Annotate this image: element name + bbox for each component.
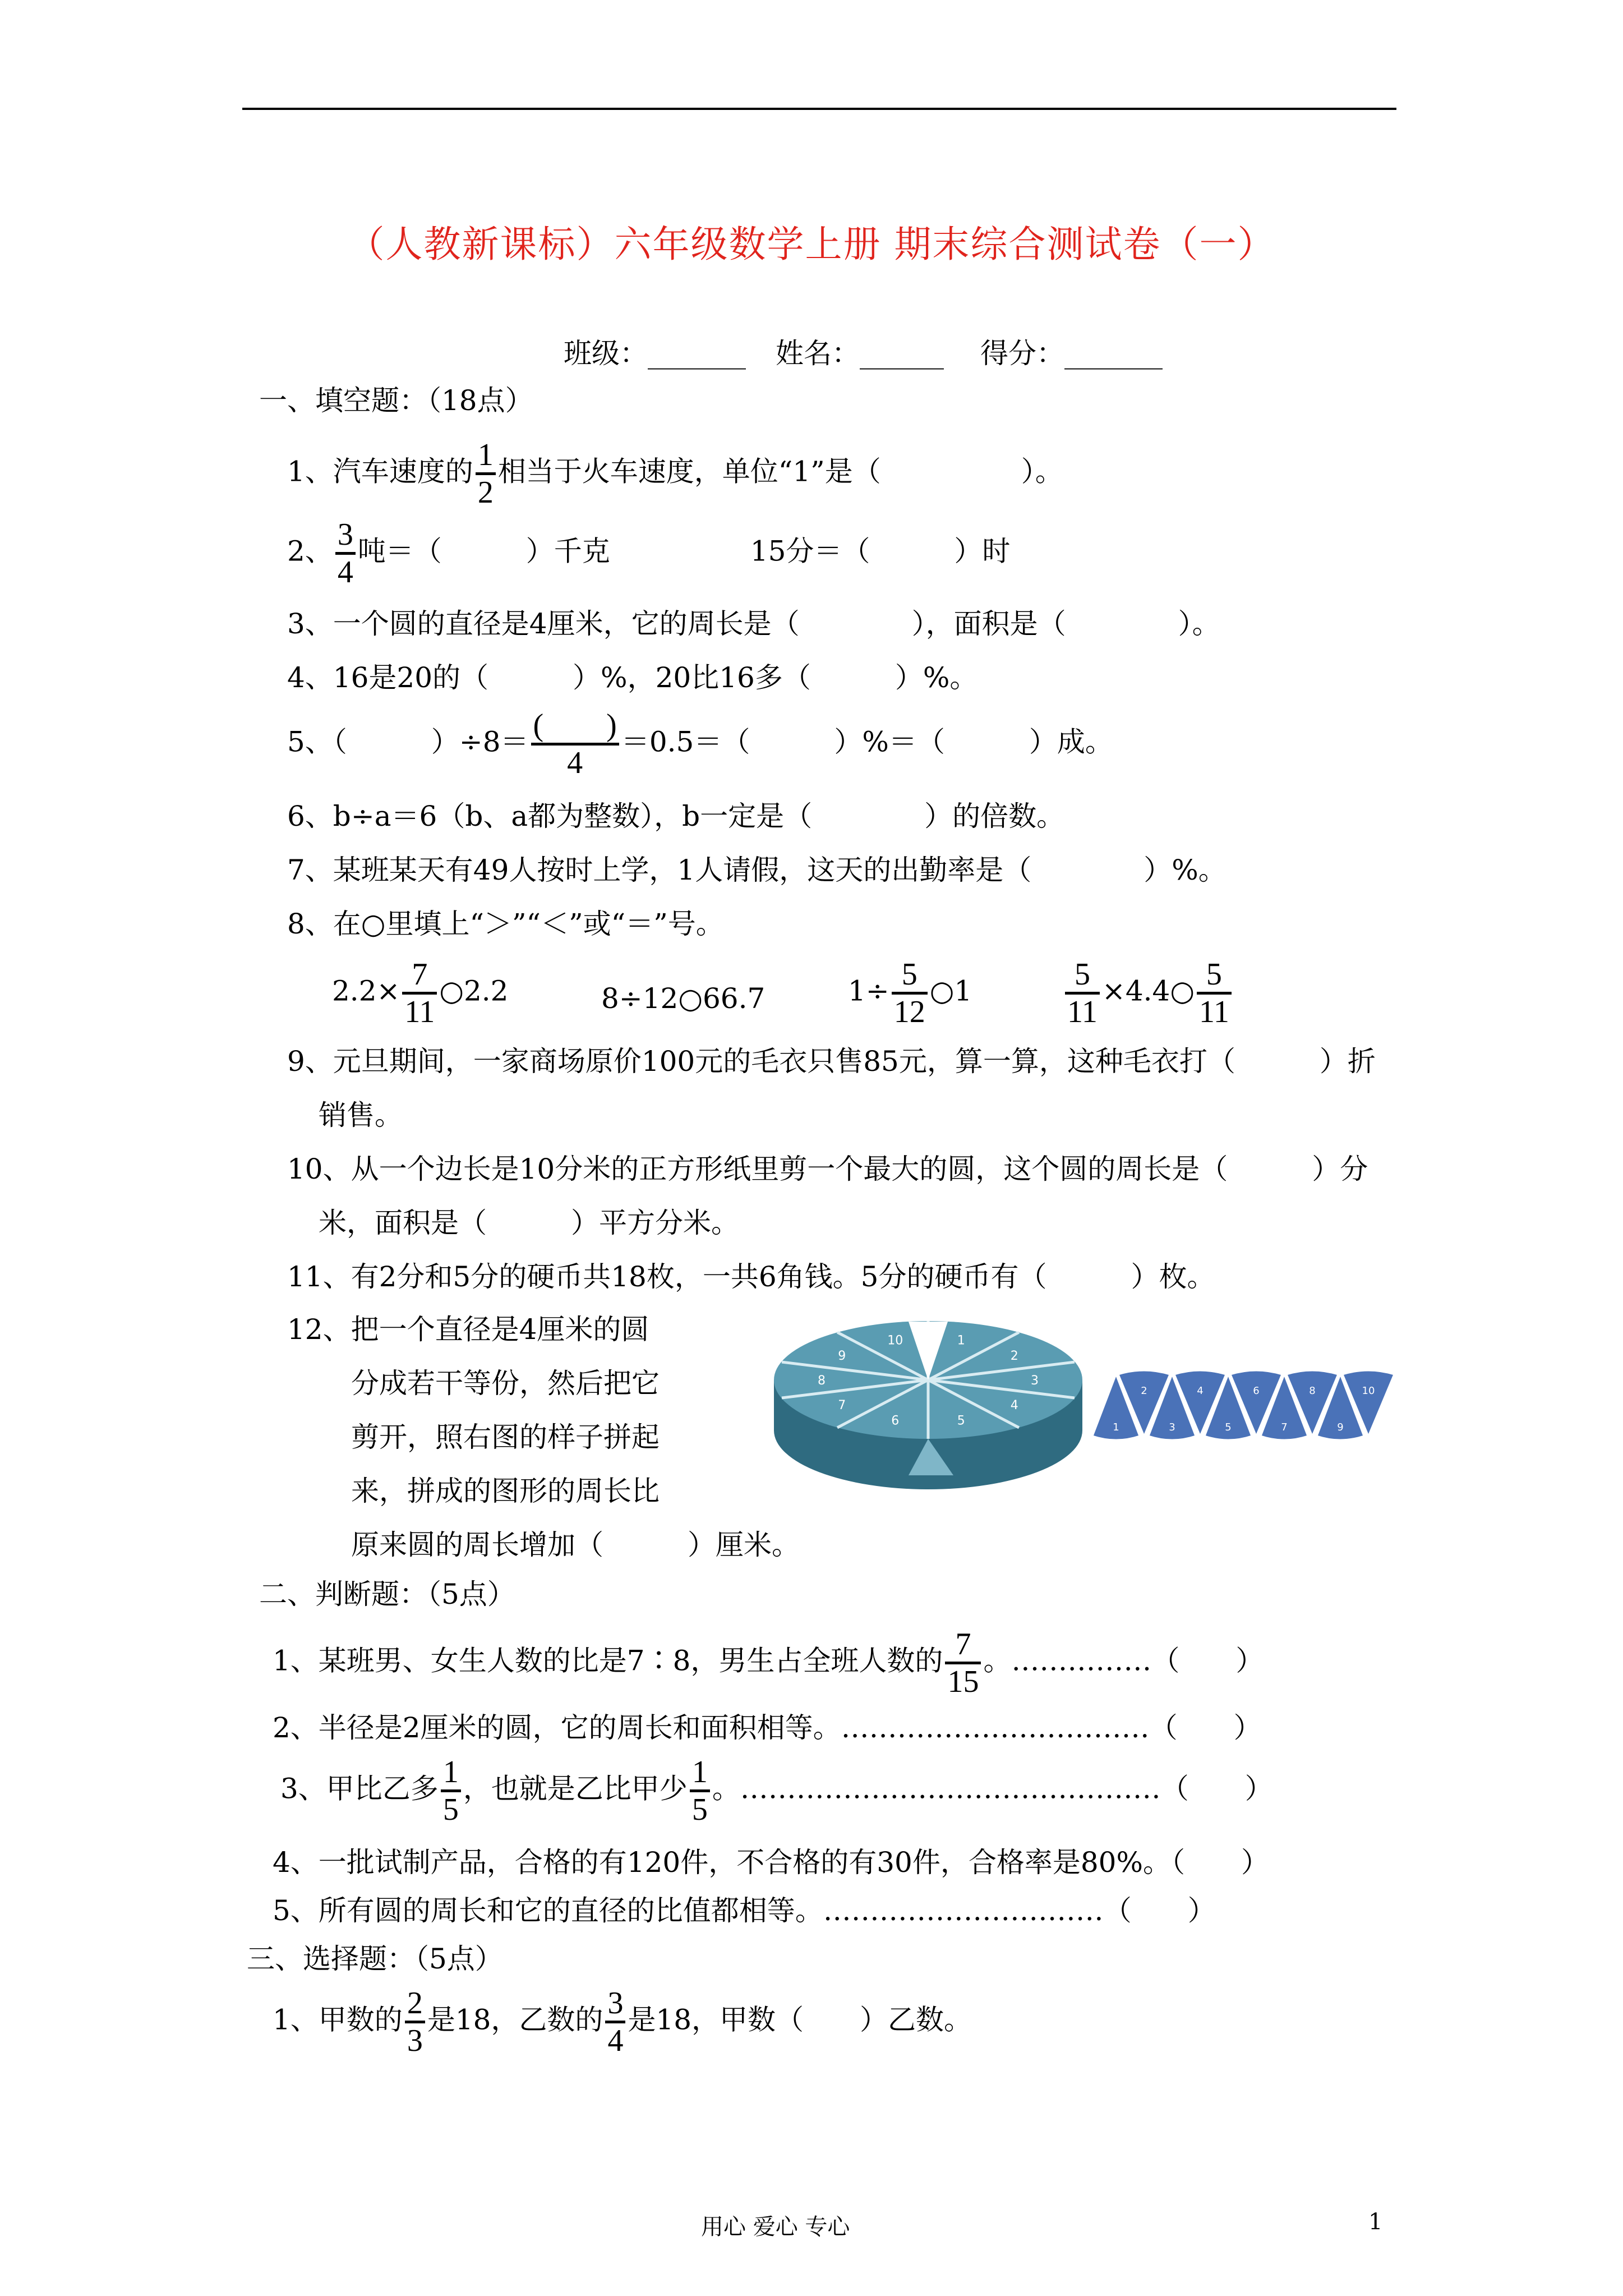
expr-text: ○2.2 <box>439 974 509 1007</box>
question-2-3 <box>280 1755 1273 1827</box>
fraction <box>405 1986 425 2058</box>
question-text: 1、甲数的 <box>273 2003 403 2036</box>
question-text: 1、汽车速度的 <box>287 455 473 488</box>
question-2-5: 5、所有圆的周长和它的直径的比值都相等。…………………………（ ） <box>273 1894 1216 1927</box>
numerator: 3 <box>607 1986 624 2021</box>
question-1-5 <box>287 708 1113 780</box>
pie-slice-label: 3 <box>1031 1374 1039 1388</box>
numerator: 5 <box>901 957 917 992</box>
fraction <box>476 438 496 510</box>
numerator: 1 <box>477 438 494 472</box>
expr-text: 2.2× <box>332 974 400 1007</box>
question-1-9-cont: 销售。 <box>319 1099 403 1131</box>
expr-text: 1÷ <box>848 974 889 1007</box>
question-1-7: 7、某班某天有49人按时上学，1人请假，这天的出勤率是（ ）%。 <box>287 854 1227 886</box>
question-1-3: 3、一个圆的直径是4厘米，它的周长是（ ），面积是（ ）。 <box>287 608 1220 640</box>
pie-slice-label: 2 <box>1010 1349 1018 1363</box>
denominator: 2 <box>477 475 494 510</box>
pie-slice-label: 1 <box>957 1333 965 1348</box>
question-1-1 <box>287 438 1063 510</box>
question-1-10-cont: 米，面积是（ ）平方分米。 <box>319 1207 739 1239</box>
denominator: 11 <box>404 995 435 1029</box>
question-1-12-line4: 来，拼成的图形的周长比 <box>351 1475 660 1507</box>
fraction <box>1197 957 1232 1029</box>
denominator: 15 <box>947 1664 979 1699</box>
rearranged-strip <box>1092 1370 1394 1440</box>
numerator: 5 <box>1074 957 1090 992</box>
compare-item-2: 8÷12○66.7 <box>601 982 766 1015</box>
question-1-2 <box>287 517 1010 590</box>
fraction <box>441 1755 461 1827</box>
numerator: 7 <box>955 1627 971 1662</box>
denominator: 5 <box>442 1792 459 1827</box>
fraction <box>1065 957 1100 1029</box>
strip-sector-label: 7 <box>1281 1421 1288 1433</box>
strip-sector-label: 9 <box>1337 1421 1344 1433</box>
numerator: 7 <box>412 957 428 992</box>
strip-sector-label: 1 <box>1113 1421 1119 1433</box>
strip-sector-label: 5 <box>1225 1421 1232 1433</box>
page-number: 1 <box>1368 2209 1383 2235</box>
question-text: 2、 <box>287 535 333 568</box>
denominator: 11 <box>1198 995 1229 1029</box>
fraction <box>531 708 619 780</box>
numerator: 3 <box>337 517 353 552</box>
strip-sectors <box>1092 1370 1394 1440</box>
denominator: 4 <box>607 2023 624 2058</box>
question-1-12-line1: 12、把一个直径是4厘米的圆 <box>287 1313 649 1346</box>
denominator: 12 <box>893 995 925 1029</box>
name-field: 姓名：______ <box>776 337 944 370</box>
fraction <box>892 957 928 1029</box>
question-1-8: 8、在○里填上“＞”“＜”或“＝”号。 <box>287 908 724 940</box>
question-1-12-line2: 分成若干等份，然后把它 <box>351 1367 660 1400</box>
numerator: 1 <box>442 1755 459 1789</box>
pie-slice-label: 8 <box>818 1374 826 1388</box>
fraction <box>605 1986 625 2058</box>
question-text: ，也就是乙比甲少 <box>463 1772 688 1805</box>
numerator: ( ) <box>533 708 617 743</box>
question-text: 吨＝（ ）千克 15分＝（ ）时 <box>357 535 1011 568</box>
strip-sector-label: 3 <box>1169 1421 1175 1433</box>
score-field: 得分：_______ <box>980 337 1163 370</box>
compare-item-3 <box>848 957 972 1029</box>
question-1-11: 11、有2分和5分的硬币共18枚，一共6角钱。5分的硬币有（ ）枚。 <box>287 1260 1215 1293</box>
strip-sector-label: 10 <box>1362 1385 1375 1397</box>
question-1-12-line5: 原来圆的周长增加（ ）厘米。 <box>351 1529 800 1561</box>
pie-slice-label: 5 <box>957 1414 965 1428</box>
compare-item-1 <box>332 957 509 1029</box>
numerator: 5 <box>1206 957 1222 992</box>
question-text: 。……………（ ） <box>983 1644 1264 1677</box>
denominator: 4 <box>337 555 353 590</box>
section-heading-true-false: 二、判断题：（5点） <box>259 1578 515 1611</box>
question-text: 是18，乙数的 <box>427 2003 603 2036</box>
section-heading-multiple-choice: 三、选择题：（5点） <box>247 1943 503 1975</box>
pie-slice-label: 10 <box>887 1333 903 1348</box>
question-2-2: 2、半径是2厘米的圆，它的周长和面积相等。……………………………（ ） <box>273 1711 1262 1744</box>
strip-sector-label: 8 <box>1309 1385 1316 1397</box>
denominator: 5 <box>691 1792 708 1827</box>
pie-slice-label: 9 <box>838 1349 846 1363</box>
pie-slice-label: 4 <box>1010 1398 1018 1413</box>
pie-3d <box>774 1321 1082 1489</box>
fraction <box>690 1755 710 1827</box>
pie-slice-label: 6 <box>891 1414 900 1428</box>
question-1-10: 10、从一个边长是10分米的正方形纸里剪一个最大的圆，这个圆的周长是（ ）分 <box>287 1153 1368 1185</box>
question-text: 。………………………………………（ ） <box>712 1772 1273 1805</box>
class-field: 班级：_______ <box>564 337 746 370</box>
strip-sector-label: 2 <box>1141 1385 1147 1397</box>
footer-motto: 用心 爱心 专心 <box>701 2214 850 2240</box>
question-text: 相当于火车速度，单位“1”是（ ）。 <box>497 455 1063 488</box>
expr-text: ○1 <box>929 974 972 1007</box>
question-text: 是18，甲数（ ）乙数。 <box>628 2003 972 2036</box>
expr-text: ×4.4○ <box>1101 974 1195 1007</box>
denominator: 3 <box>407 2023 423 2058</box>
question-1-12-line3: 剪开，照右图的样子拼起 <box>351 1421 660 1453</box>
top-rule <box>242 108 1396 110</box>
question-2-1 <box>273 1627 1264 1699</box>
question-text: 5、（ ）÷8＝ <box>287 725 529 758</box>
question-text: 3、甲比乙多 <box>280 1772 439 1805</box>
section-heading-fill-blank: 一、填空题：（18点） <box>259 384 533 417</box>
fraction <box>945 1627 981 1699</box>
numerator: 2 <box>407 1986 423 2021</box>
question-1-6: 6、b÷a＝6（b、a都为整数），b一定是（ ）的倍数。 <box>287 800 1065 832</box>
strip-sector-label: 6 <box>1253 1385 1260 1397</box>
question-3-1 <box>273 1986 972 2058</box>
denominator: 4 <box>567 746 583 780</box>
pie-slice-label: 7 <box>838 1398 846 1413</box>
circle-rearrangement-figure <box>768 1318 1402 1503</box>
fraction <box>402 957 437 1029</box>
denominator: 11 <box>1067 995 1098 1029</box>
compare-item-4 <box>1063 957 1234 1029</box>
question-text: 1、某班男、女生人数的比是7∶8，男生占全班人数的 <box>273 1644 943 1677</box>
fraction <box>335 517 356 590</box>
question-2-4: 4、一批试制产品，合格的有120件，不合格的有30件，合格率是80%。（ ） <box>273 1846 1270 1879</box>
page-title: （人教新课标）六年级数学上册 期末综合测试卷（一） <box>347 223 1276 266</box>
numerator: 1 <box>691 1755 708 1789</box>
question-text: ＝0.5＝（ ）%＝（ ）成。 <box>621 725 1113 758</box>
question-1-4: 4、16是20的（ ）%，20比16多（ ）%。 <box>287 661 978 694</box>
strip-sector-label: 4 <box>1197 1385 1204 1397</box>
question-1-9: 9、元旦期间，一家商场原价100元的毛衣只售85元，算一算，这种毛衣打（ ）折 <box>287 1045 1376 1078</box>
